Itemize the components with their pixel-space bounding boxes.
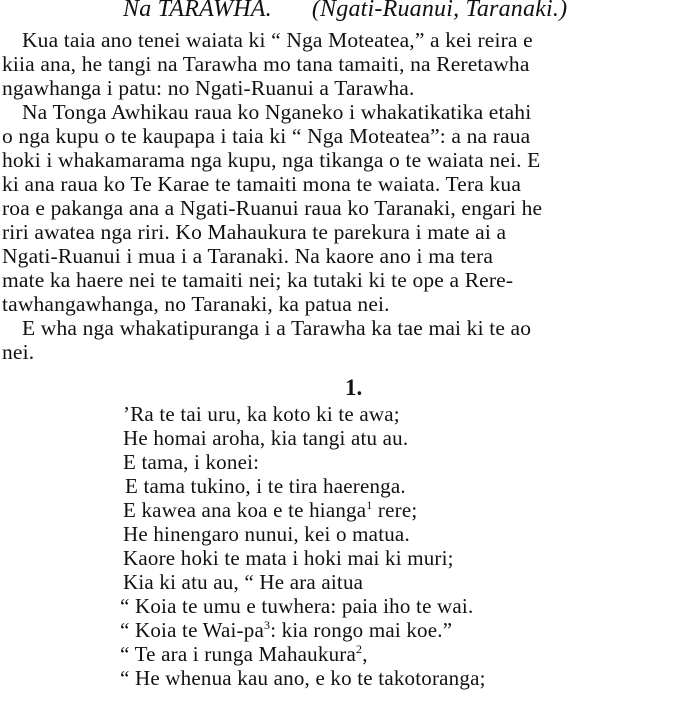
paragraph-2-line-6: riri awatea nga riri. Ko Mahaukura te parekura i mate ai a — [2, 220, 507, 244]
paragraph-2-line-8: mate ka haere nei te tamaiti nei; ka tutaki ki te ope a Rere- — [2, 268, 514, 292]
verse-line-1: ’Ra te tai uru, ka koto ki te awa; — [123, 402, 400, 426]
verse-line-2: He homai aroha, kia tangi atu au. — [123, 426, 409, 450]
verse-line-8: Kia ki atu au, “ He ara aitua — [123, 570, 364, 594]
paragraph-2-line-4: ki ana raua ko Te Karae te tamaiti mona te waiata. Tera kua — [2, 172, 522, 196]
verse-line-11: “ Te ara i runga Mahaukura$^2$, — [120, 642, 368, 666]
verse-line-7: Kaore hoki te mata i hoki mai ki muri; — [123, 546, 454, 570]
footnote-marker-3: 3 — [263, 618, 271, 632]
page-heading — [123, 0, 567, 23]
verse-line-3: E tama, i konei: — [123, 450, 260, 474]
paragraph-3-line-1: E wha nga whakatipuranga i a Tarawha ka tae mai ki te ao — [22, 316, 532, 340]
paragraph-1-line-3: ngawhanga i patu: no Ngati-Ruanui a Tarawha. — [2, 76, 415, 100]
paragraph-2-line-3: hoki i whakamarama nga kupu, nga tikanga o te waiata nei. E — [2, 148, 541, 172]
paragraph-2-line-2: o nga kupu o te kaupapa i taia ki “ Nga Moteatea”: a na raua — [2, 124, 531, 148]
footnote-marker-2: 2 — [356, 642, 363, 656]
verse-line-9: “ Koia te umu e tuwhera: paia iho te wai. — [120, 594, 474, 618]
verse-line-5: E kawea ana koa e te hianga$^1$ rere; — [123, 498, 418, 522]
paragraph-1-line-2: kiia ana, he tangi na Tarawha mo tana tamaiti, na Reretawha — [2, 52, 530, 76]
heading-title: Na TARAWHA. — [123, 0, 272, 22]
verse-line-4: E tama tukino, i te tira haerenga. — [125, 474, 406, 498]
paragraph-2-line-1: Na Tonga Awhikau raua ko Nganeko i whakatikatika etahi — [22, 100, 532, 124]
verse-line-10: “ Koia te Wai-$pa^3$: kia rongo mai koe.” — [120, 618, 453, 642]
paragraph-3-line-2: nei. — [2, 340, 35, 364]
paragraph-2-line-7: Ngati-Ruanui i mua i a Taranaki. Na kaore ano i ma tera — [2, 244, 494, 268]
paragraph-2-line-5: roa e pakanga ana a Ngati-Ruanui raua ko Taranaki, engari he — [2, 196, 543, 220]
verse-line-6: He hinengaro nunui, kei o matua. — [123, 522, 410, 546]
heading-subtitle: (Ngati-Ruanui, Taranaki.) — [311, 0, 568, 22]
footnote-marker-1: 1 — [366, 498, 373, 512]
verse-line-12: “ He whenua kau ano, e ko te takotoranga; — [120, 666, 486, 690]
paragraph-1-line-1: Kua taia ano tenei waiata ki “ Nga Moteatea,” a kei reira e — [22, 28, 533, 52]
stanza-number: 1. — [345, 375, 363, 400]
paragraph-2-line-9: tawhangawhanga, no Taranaki, ka patua nei. — [2, 292, 390, 316]
